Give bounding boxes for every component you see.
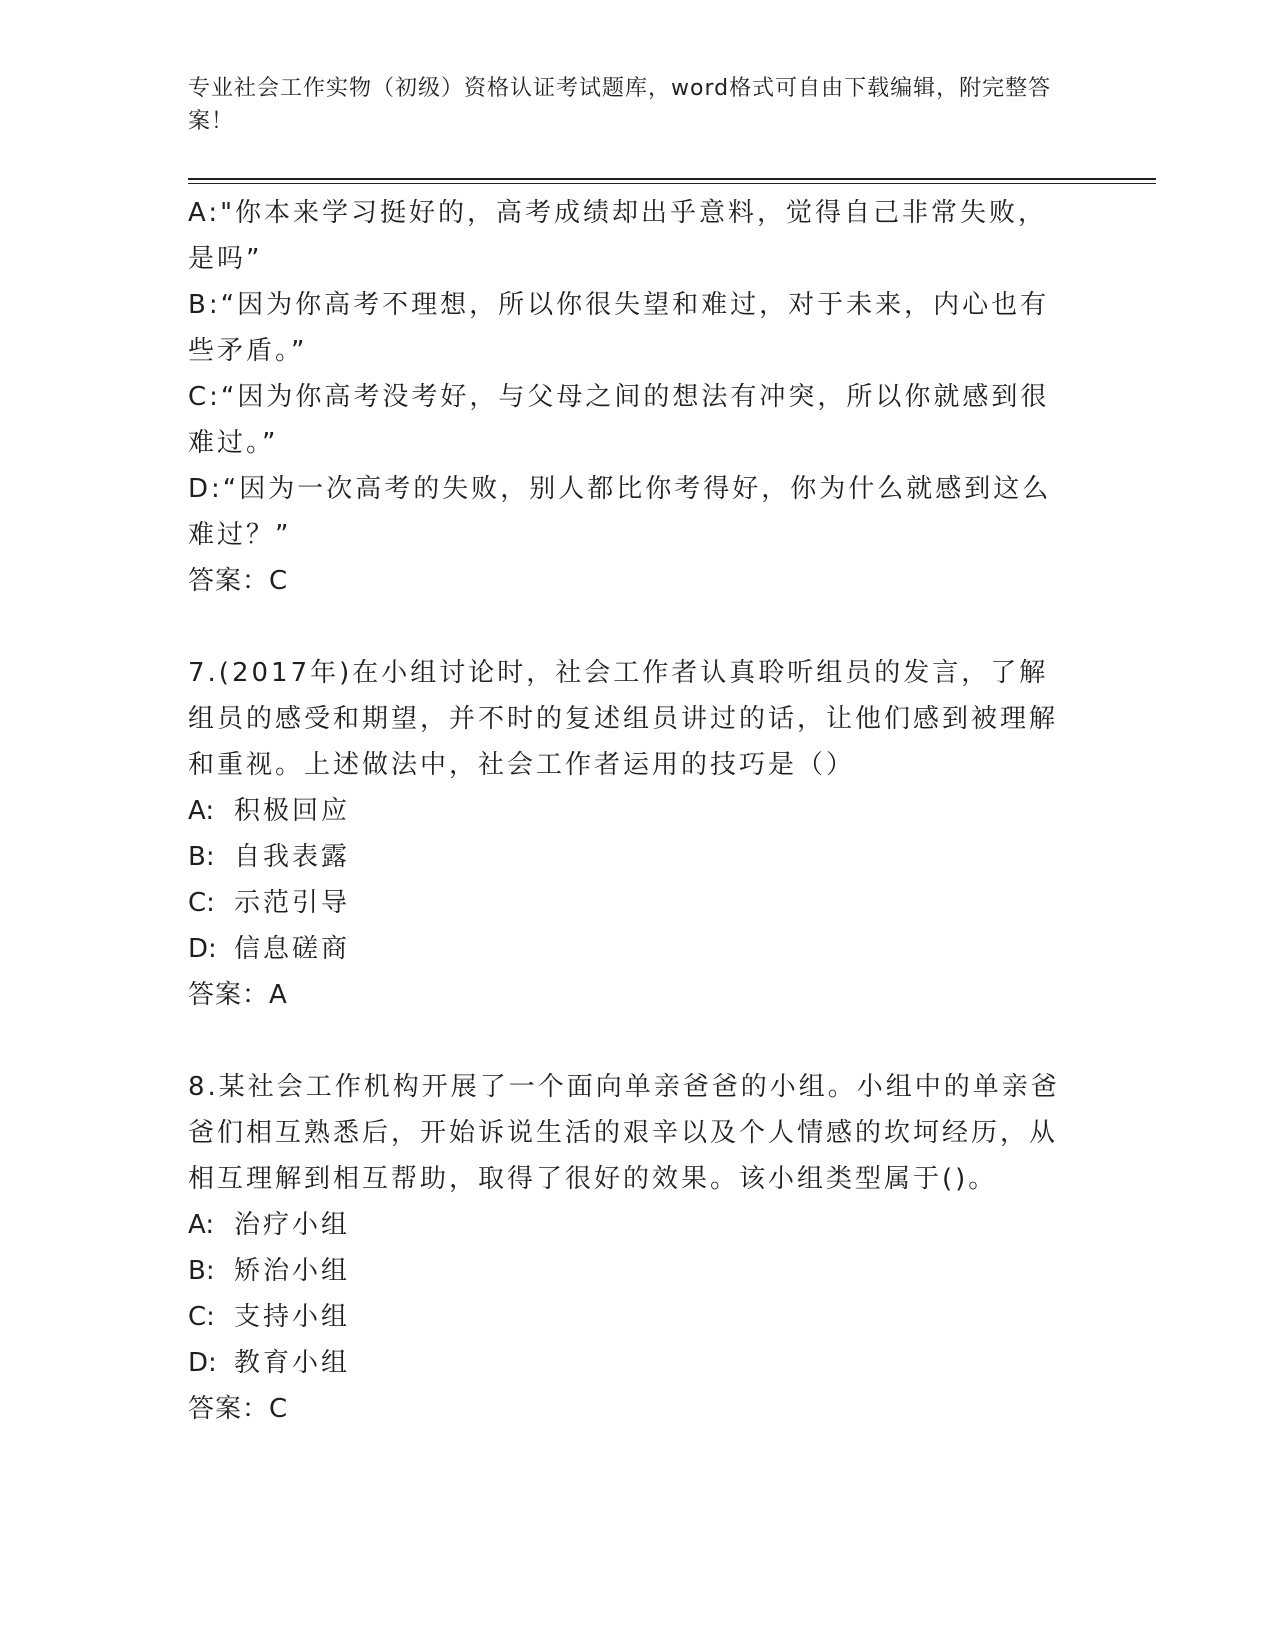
question-6-option-a: A:"你本来学习挺好的，高考成绩却出乎意料，觉得自己非常失败，是吗” xyxy=(188,198,1048,274)
question-8-option-b: B: 矫治小组 xyxy=(188,1256,351,1286)
question-7-option-d: D: 信息磋商 xyxy=(188,934,351,964)
question-7 xyxy=(188,650,1068,1018)
question-content xyxy=(188,190,1068,1432)
question-8 xyxy=(188,1064,1068,1432)
question-8-option-d: D: 教育小组 xyxy=(188,1348,351,1378)
header-divider-thin xyxy=(188,183,1156,184)
question-7-option-b: B: 自我表露 xyxy=(188,842,351,872)
question-6-option-c: C:“因为你高考没考好，与父母之间的想法有冲突，所以你就感到很难过。” xyxy=(188,382,1050,458)
page-header: 专业社会工作实物（初级）资格认证考试题库，word格式可自由下载编辑，附完整答案！ xyxy=(188,76,1052,134)
question-6-option-d: D:“因为一次高考的失败，别人都比你考得好，你为什么就感到这么难过？” xyxy=(188,474,1052,550)
question-7-stem: 7.(2017年)在小组讨论时，社会工作者认真聆听组员的发言，了解组员的感受和期望，并不时的复述组员讲过的话，让他们感到被理解和重视。上述做法中，社会工作者运用的技巧是（） xyxy=(188,658,1059,780)
question-8-answer: 答案：C xyxy=(188,1394,289,1424)
question-7-answer: 答案：A xyxy=(188,980,288,1010)
question-7-option-c: C: 示范引导 xyxy=(188,888,351,918)
question-8-option-a: A: 治疗小组 xyxy=(188,1210,351,1240)
question-8-stem: 8.某社会工作机构开展了一个面向单亲爸爸的小组。小组中的单亲爸爸们相互熟悉后，开始诉说生活的艰辛以及个人情感的坎坷经历，从相互理解到相互帮助，取得了很好的效果。该小组类型属于()。 xyxy=(188,1072,1060,1194)
question-spacer xyxy=(188,1018,1068,1064)
question-spacer xyxy=(188,604,1068,650)
question-7-option-a: A: 积极回应 xyxy=(188,796,351,826)
question-6-option-b: B:“因为你高考不理想，所以你很失望和难过，对于未来，内心也有些矛盾。” xyxy=(188,290,1050,366)
question-6 xyxy=(188,190,1068,604)
question-8-option-c: C: 支持小组 xyxy=(188,1302,351,1332)
header-divider-thick xyxy=(188,178,1156,180)
question-6-answer: 答案：C xyxy=(188,566,289,596)
